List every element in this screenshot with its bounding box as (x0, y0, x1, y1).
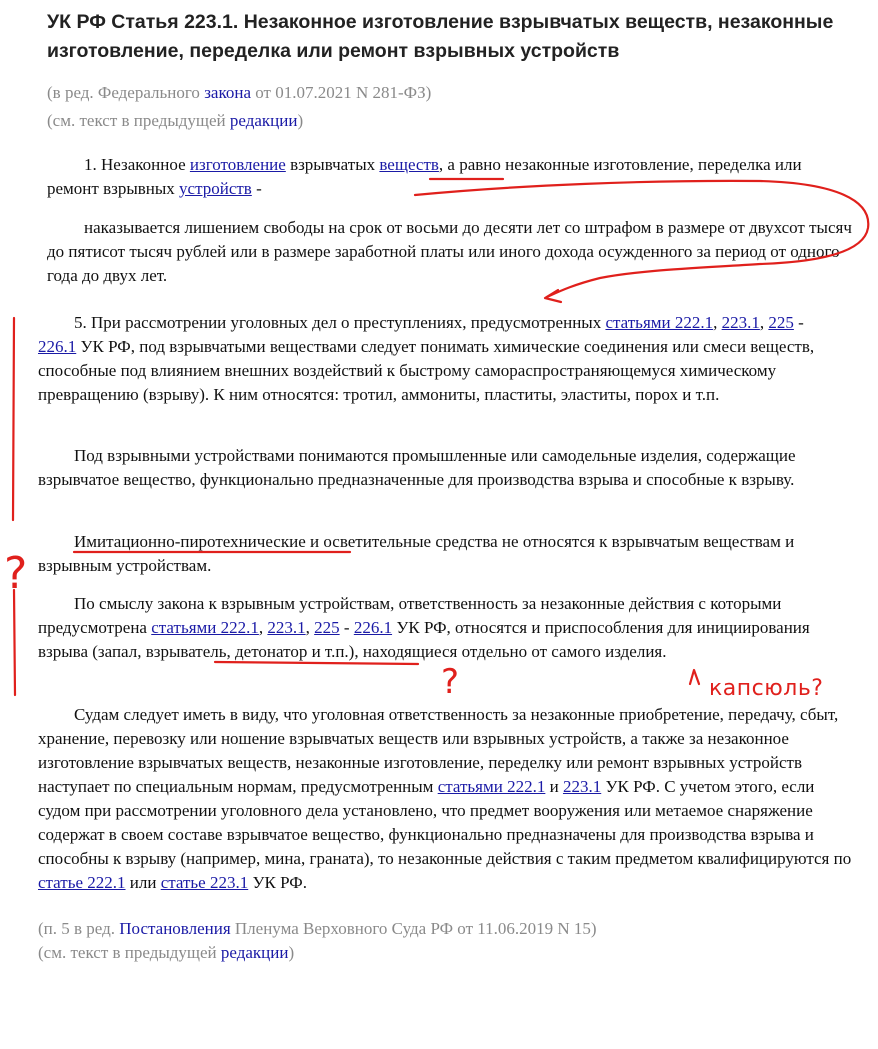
article-link[interactable]: 226.1 (38, 337, 77, 356)
note-text: Пленума Верховного Суда РФ от 11.06.2019 N 15) (230, 919, 597, 938)
p5-paragraph (38, 311, 838, 407)
edition-link[interactable]: редакции (220, 943, 289, 962)
substances-link[interactable]: веществ (379, 155, 439, 174)
paragraph-text: и (545, 777, 563, 796)
underlined-term: Имитационно-пиротехнические (74, 532, 306, 551)
question-mark-center: ? (441, 662, 460, 702)
paragraph-text: По смыслу закона к взрывным устройствам, ответственность за незаконные действия с которыми предусмотрена (38, 594, 782, 637)
kapsul-annotation: капсюль? (709, 676, 824, 701)
arrowhead (545, 290, 561, 302)
paragraph-text: и осветительные средства не относятся к взрывчатым веществам и взрывным устройствам. (38, 532, 795, 575)
note-text: (см. текст в предыдущей (38, 943, 221, 962)
sanction-text: наказывается лишением свободы на срок от восьми до десяти лет со штрафом в размере от двухсот тысяч до пятисот тысяч рублей или в размере заработной платы или иного дохода осужденного за период от одного года до двух лет. (47, 218, 852, 285)
paragraph-text: УК РФ, под взрывчатыми веществами следует понимать химические соединения или смеси веществ, способные под влиянием внешних воздействий к быстрому самораспространяющемуся химическому превращению (взрыву). К ним относятся: тротил, аммониты, пластиты, эластиты, порох и т.п. (38, 337, 815, 404)
question-mark-left: ? (4, 548, 28, 599)
paragraph-text: 5. При рассмотрении уголовных дел о преступлениях, предусмотренных (74, 313, 606, 332)
paragraph-text: - (793, 313, 804, 332)
article-link[interactable]: 225 (768, 313, 794, 332)
underlined-term: инициирования взрыва (38, 618, 810, 661)
devices-link[interactable]: устройств (179, 179, 252, 198)
paragraph-text: УК РФ, относятся и приспособления для (392, 618, 697, 637)
paragraph-text: - (251, 179, 262, 198)
note-text: ) (288, 943, 295, 962)
articles-link[interactable]: статьями 222.1 (151, 618, 259, 637)
paragraph-text: Под взрывными устройствами понимаются промышленные или самодельные изделия, содержащие взрывчатое вещество, функционально предназначенные для производства взрыва и способные к взрыву. (38, 446, 796, 489)
article-link[interactable]: 223.1 (562, 777, 602, 796)
law-link[interactable]: закона (204, 83, 251, 102)
paragraph-text: , (305, 618, 315, 637)
paragraph-text: 1. Незаконное (84, 155, 190, 174)
note-text: (см. текст в предыдущей (47, 111, 230, 130)
devices-paragraph (38, 444, 848, 492)
paragraph-text: , (759, 313, 769, 332)
small-up-arrow (690, 670, 699, 684)
articles-link[interactable]: статьями 222.1 (437, 777, 546, 796)
margin-bracket-line (14, 590, 15, 695)
paragraph-text: взрывчатых (285, 155, 380, 174)
margin-bracket-line (13, 318, 14, 520)
note-text: от 01.07.2021 N 281-ФЗ) (251, 83, 432, 102)
edition-link[interactable]: редакции (229, 111, 298, 130)
manufacture-link[interactable]: изготовление (189, 155, 286, 174)
edition-note (47, 81, 847, 133)
article-link[interactable]: статье 222.1 (38, 873, 126, 892)
note-text: (в ред. Федерального (47, 83, 205, 102)
article-link[interactable]: 226.1 (353, 618, 393, 637)
part1-paragraph (47, 153, 837, 201)
p5-edition-note (38, 917, 838, 965)
articles-link[interactable]: статьями 222.1 (605, 313, 714, 332)
article-link[interactable]: 223.1 (721, 313, 760, 332)
sanction-paragraph (47, 216, 867, 288)
courts-paragraph (38, 703, 853, 895)
paragraph-text: или (125, 873, 161, 892)
article-link[interactable]: 223.1 (267, 618, 306, 637)
paragraph-text: , а равно незаконные изготовление, переделка или ремонт взрывных (47, 155, 802, 198)
note-text: ) (297, 111, 304, 130)
paragraph-text: УК РФ. (248, 873, 307, 892)
paragraph-text: - (339, 618, 354, 637)
resolution-link[interactable]: Постановления (119, 919, 231, 938)
paragraph-text: Судам следует иметь в виду, что уголовная ответственность за незаконные приобретение, передачу, сбыт, хранение, перевозку или ношение взрывчатых веществ или взрывных устройств, а также за незаконное изготовление взрывчатых веществ, незаконные изготовление, переделку или ремонт взрывных устройств наступает по специальным нормам, предусмотренным (38, 705, 839, 796)
note-text: (п. 5 в ред. (38, 919, 120, 938)
paragraph-text: , (713, 313, 722, 332)
paragraph-text: (запал, взрыватель, детонатор и т.п.), находящиеся отдельно от самого изделия. (88, 642, 667, 661)
imitation-paragraph (38, 530, 818, 578)
paragraph-text: , (258, 618, 268, 637)
article-link[interactable]: статье 223.1 (160, 873, 249, 892)
sense-paragraph (38, 592, 853, 664)
page-title: УК РФ Статья 223.1. Незаконное изготовление взрывчатых веществ, незаконные изготовление, переделка или ремонт взрывных устройств (47, 11, 834, 62)
paragraph-text: УК РФ. С учетом этого, если судом при рассмотрении уголовного дела установлено, что предмет вооружения или метаемое снаряжение содержат в своем составе взрывчатое вещество, функционально предназначены для производства взрыва и способны к взрыву (например, мина, граната), то незаконные действия с таким предметом квалифицируются по (38, 777, 852, 868)
article-link[interactable]: 225 (314, 618, 340, 637)
